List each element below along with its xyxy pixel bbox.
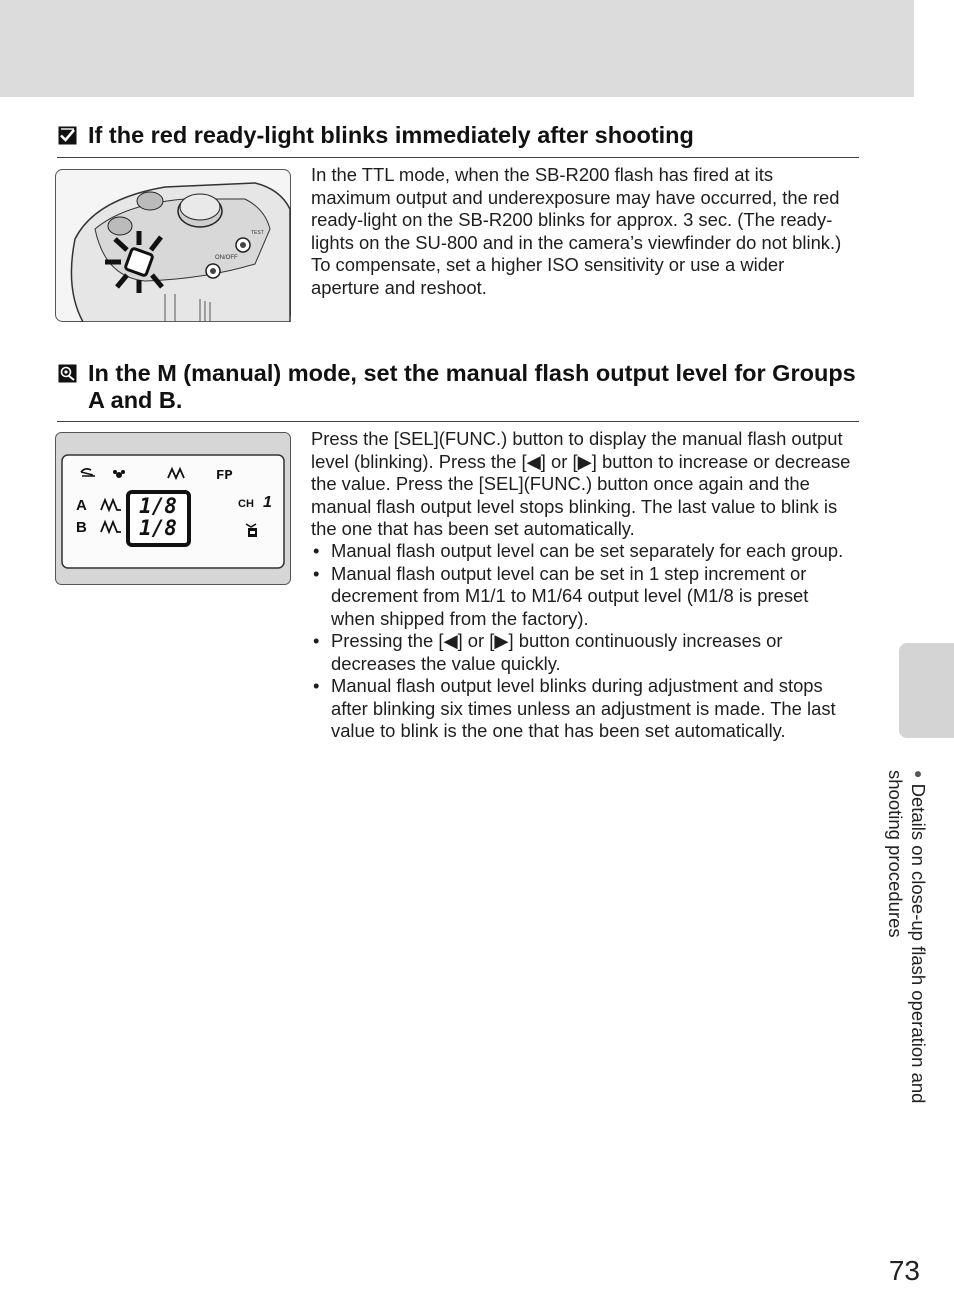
group-b-label: B bbox=[76, 519, 87, 536]
divider bbox=[57, 157, 859, 158]
flash-unit-illustration bbox=[55, 169, 291, 322]
section-heading-text: In the M (manual) mode, set the manual flash output level for Groups A and B. bbox=[88, 360, 856, 413]
channel-label: CH bbox=[238, 498, 254, 510]
list-item: • Manual flash output level can be set in 1 step increment or decrement from M1/1 to M1/64 output level (M1/8 is preset when shipped from the factory). bbox=[313, 562, 809, 629]
checkmark-box-icon bbox=[58, 126, 77, 145]
header-band bbox=[0, 0, 914, 97]
notes-list bbox=[311, 540, 857, 743]
section2-paragraph: Press the [SEL](FUNC.) button to display the manual flash output level (blinking). Press the [◀] or [▶] button to increase or decrease the value. Press the [SEL](FUNC.) button once again and the manual flash output level stops blinking. The last value to blink is the one that has been set automatically. bbox=[311, 428, 851, 539]
section-heading-manual-mode bbox=[57, 360, 859, 414]
test-label: TEST bbox=[251, 230, 264, 236]
chapter-sidebar bbox=[874, 770, 934, 1170]
group-b-value: 1/8 bbox=[139, 516, 177, 540]
divider bbox=[57, 421, 859, 422]
list-item: • Pressing the [◀] or [▶] button continuously increases or decreases the value quickly. bbox=[313, 630, 783, 674]
sidebar-bullet: ● bbox=[911, 770, 927, 779]
channel-value: 1 bbox=[263, 494, 272, 511]
flower-icon bbox=[116, 472, 122, 478]
section-heading-text: If the red ready-light blinks immediately after shooting bbox=[88, 122, 694, 148]
paragraph-part-2: To compensate, set a higher ISO sensitivity or use a wider aperture and reshoot. bbox=[311, 254, 785, 298]
page-number: 73 bbox=[888, 1255, 920, 1286]
list-item: • Manual flash output level can be set separately for each group. bbox=[313, 540, 844, 561]
step-note-icon bbox=[58, 364, 77, 383]
section-heading-ready-light bbox=[57, 122, 859, 149]
on-off-label: ON/OFF bbox=[215, 255, 238, 261]
group-a-value: 1/8 bbox=[139, 494, 177, 518]
chapter-tab bbox=[899, 643, 954, 738]
lcd-panel-illustration bbox=[55, 432, 291, 585]
chapter-title: Details on close-up flash operation and shooting procedures bbox=[885, 770, 929, 1104]
section1-paragraph bbox=[311, 164, 857, 299]
group-a-label: A bbox=[76, 497, 87, 514]
fp-indicator: FP bbox=[216, 468, 233, 484]
paragraph-part-1: In the TTL mode, when the SB-R200 flash has fired at its maximum output and underexposure may have occurred, the red ready-light on the SB-R200 blinks for approx. 3 sec. (The ready-lights on the SU-800 and in the camera’s viewfinder do not blink.) bbox=[311, 164, 842, 253]
list-item: • Manual flash output level blinks during adjustment and stops after blinking six times unless an adjustment is made. The last value to blink is the one that has been set automatically. bbox=[313, 675, 836, 741]
